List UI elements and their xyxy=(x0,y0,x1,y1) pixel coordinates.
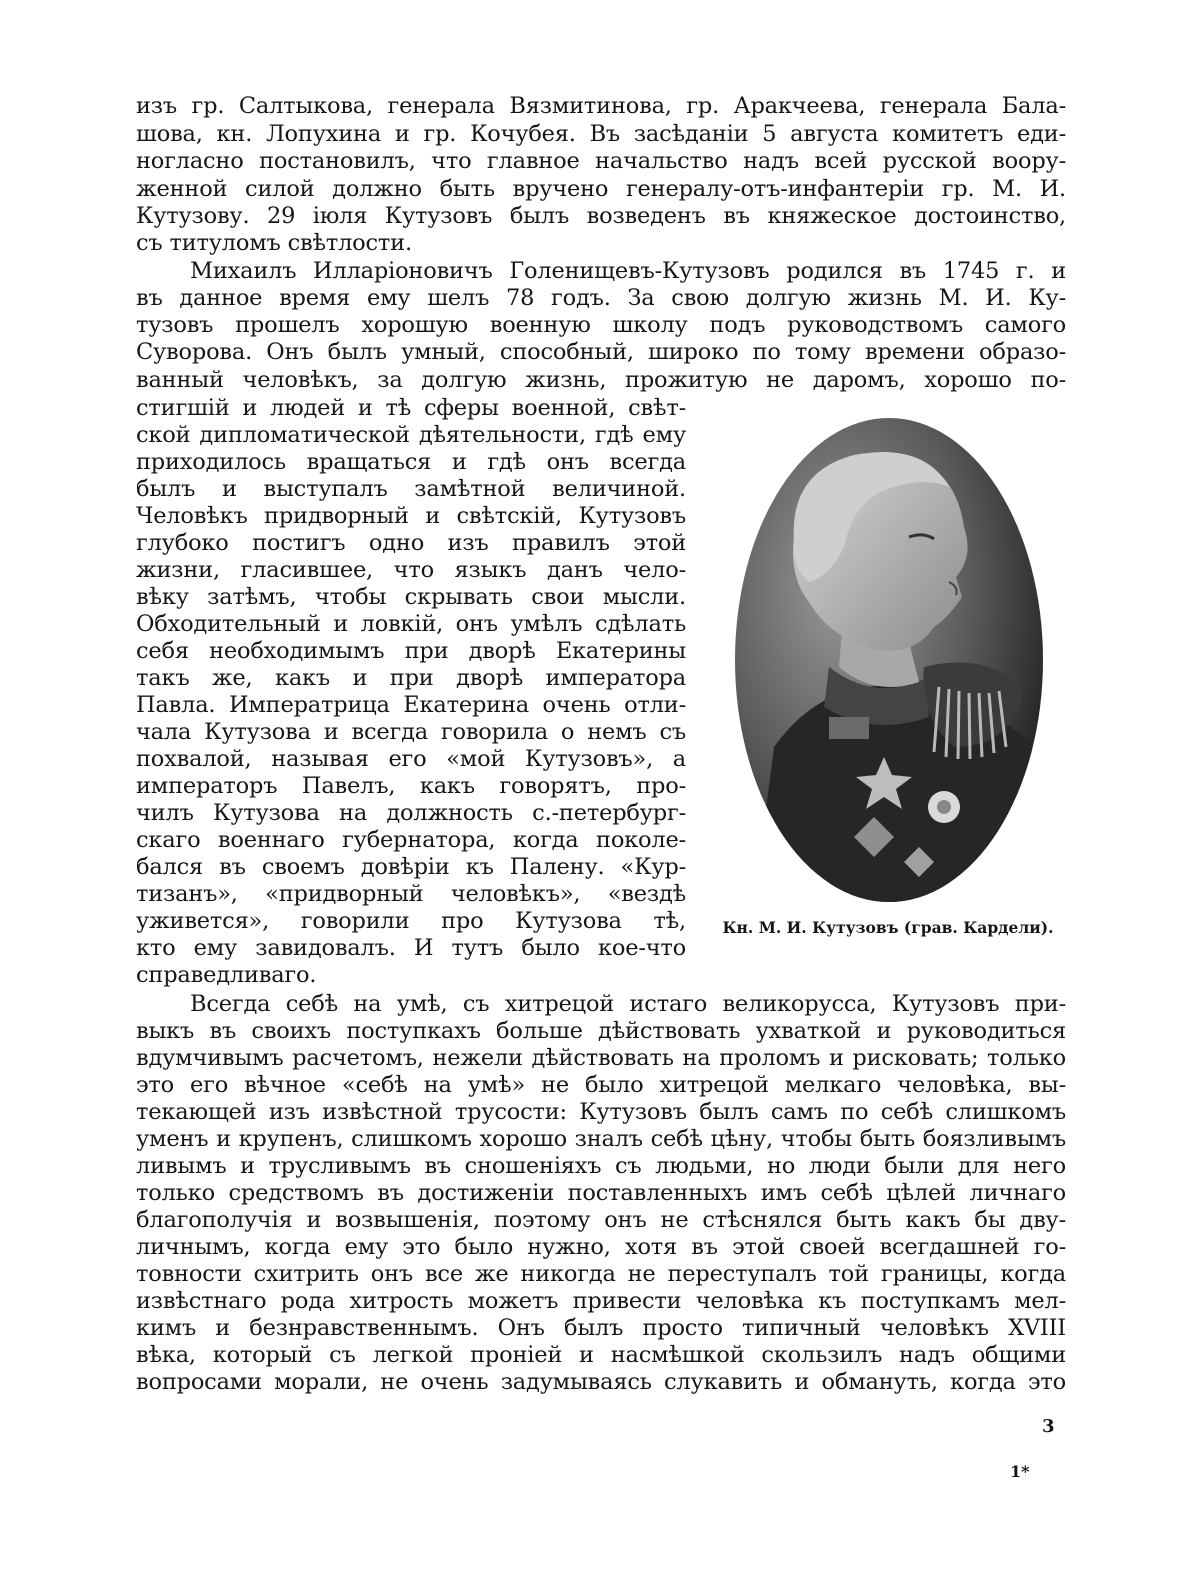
text-line: только средствомъ въ достиженіи поставленныхъ имъ себѣ цѣлей личнаго xyxy=(136,1180,1066,1206)
text-line: тизанъ», «придворный человѣкъ», «вездѣ xyxy=(136,881,686,907)
text-line: ской дипломатической дѣятельности, гдѣ ему xyxy=(136,422,686,448)
text-line: Обходительный и ловкій, онъ умѣлъ сдѣлать xyxy=(136,611,686,637)
text-line: ногласно постановилъ, что главное начальство надъ всей русской воору- xyxy=(136,148,1066,174)
text-line: это его вѣчное «себѣ на умѣ» не было хитрецой мелкаго человѣка, вы- xyxy=(136,1072,1066,1098)
text-line: уживется», говорили про Кутузова тѣ, xyxy=(136,908,686,934)
text-line: благополучія и возвышенія, поэтому онъ не стѣснялся быть какъ бы дву- xyxy=(136,1207,1066,1233)
text-line: справедливаго. xyxy=(136,962,317,988)
page-number: 3 xyxy=(1042,1416,1055,1437)
text-line: Всегда себѣ на умѣ, съ хитрецой истаго великорусса, Кутузовъ при- xyxy=(190,991,1066,1017)
text-line: скаго военнаго губернатора, когда поколе- xyxy=(136,827,686,853)
text-line: стигшій и людей и тѣ сферы военной, свѣт- xyxy=(136,395,686,421)
text-line: тузовъ прошелъ хорошую военную школу подъ руководствомъ самого xyxy=(136,312,1066,338)
text-line: уменъ и крупенъ, слишкомъ хорошо зналъ себѣ цѣну, чтобы быть боязливымъ xyxy=(136,1126,1066,1152)
text-line: бался въ своемъ довѣріи къ Палену. «Кур- xyxy=(136,854,686,880)
text-line: въ данное время ему шелъ 78 годъ. За свою долгую жизнь М. И. Ку- xyxy=(136,285,1066,311)
text-line: себя необходимымъ при дворѣ Екатерины xyxy=(136,638,686,664)
text-line: чилъ Кутузова на должность с.-петербург- xyxy=(136,800,686,826)
text-line: чала Кутузова и всегда говорила о немъ съ xyxy=(136,719,686,745)
portrait-caption: Кн. М. И. Кутузовъ (грав. Кардели). xyxy=(722,918,1054,937)
text-line: Кутузову. 29 іюля Кутузовъ былъ возведенъ въ княжеское достоинство, xyxy=(136,203,1066,229)
signature-mark: 1* xyxy=(1010,1462,1030,1481)
kutuzov-portrait-image xyxy=(734,417,1044,903)
text-line: шова, кн. Лопухина и гр. Кочубея. Въ засѣданіи 5 августа комитетъ еди- xyxy=(136,121,1066,147)
text-line: съ титуломъ свѣтлости. xyxy=(136,230,412,256)
text-line: Человѣкъ придворный и свѣтскій, Кутузовъ xyxy=(136,503,686,529)
text-line: ванный человѣкъ, за долгую жизнь, прожитую не даромъ, хорошо по- xyxy=(136,367,1066,393)
text-line: глубоко постигъ одно изъ правилъ этой xyxy=(136,530,686,556)
text-line: вдумчивымъ расчетомъ, нежели дѣйствовать на проломъ и рисковать; только xyxy=(136,1045,1066,1071)
text-line: ливымъ и трусливымъ въ сношеніяхъ съ людьми, но люди были для него xyxy=(136,1153,1066,1179)
text-line: приходилось вращаться и гдѣ онъ всегда xyxy=(136,449,686,475)
text-line: похвалой, называя его «мой Кутузовъ», а xyxy=(136,746,686,772)
text-line: женной силой должно быть вручено генералу-отъ-инфантеріи гр. М. И. xyxy=(136,176,1066,202)
text-line: извѣстнаго рода хитрость можетъ привести человѣка къ поступкамъ мел- xyxy=(136,1288,1066,1314)
text-line: Павла. Императрица Екатерина очень отли- xyxy=(136,692,686,718)
text-line: былъ и выступалъ замѣтной величиной. xyxy=(136,476,686,502)
text-line: кимъ и безнравственнымъ. Онъ былъ просто типичный человѣкъ XVIII xyxy=(136,1315,1066,1341)
text-line: выкъ въ своихъ поступкахъ больше дѣйствовать ухваткой и руководиться xyxy=(136,1018,1066,1044)
text-line: такъ же, какъ и при дворѣ императора xyxy=(136,665,686,691)
text-line: вопросами морали, не очень задумываясь слукавить и обмануть, когда это xyxy=(136,1369,1066,1395)
text-line: вѣка, который съ легкой проніей и насмѣшкой скользилъ надъ общими xyxy=(136,1342,1066,1368)
text-line: товности схитрить онъ все же никогда не переступалъ той границы, когда xyxy=(136,1261,1066,1287)
text-line: текающей изъ извѣстной трусости: Кутузовъ былъ самъ по себѣ слишкомъ xyxy=(136,1099,1066,1125)
text-line: Михаилъ Илларіоновичъ Голенищевъ-Кутузовъ родился въ 1745 г. и xyxy=(190,258,1066,284)
text-line: личнымъ, когда ему это было нужно, хотя въ этой своей всегдашней го- xyxy=(136,1234,1066,1260)
text-line: изъ гр. Салтыкова, генерала Вязмитинова, гр. Аракчеева, генерала Бала- xyxy=(136,93,1066,119)
text-line: кто ему завидовалъ. И тутъ было кое-что xyxy=(136,935,686,961)
text-line: Суворова. Онъ былъ умный, способный, широко по тому времени образо- xyxy=(136,339,1066,365)
text-line: императоръ Павелъ, какъ говорятъ, про- xyxy=(136,773,686,799)
text-line: вѣку затѣмъ, чтобы скрывать свои мысли. xyxy=(136,584,686,610)
text-line: жизни, гласившее, что языкъ данъ чело- xyxy=(136,557,686,583)
